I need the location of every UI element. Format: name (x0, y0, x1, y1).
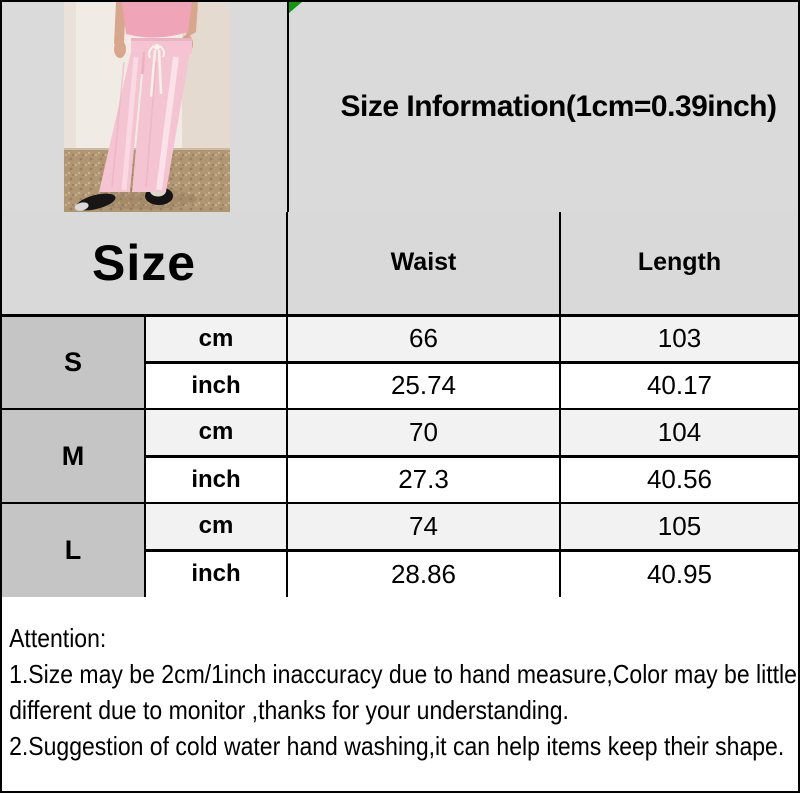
size-table (2, 212, 798, 597)
unit-cell-inch: inch (145, 456, 287, 503)
size-label-m: M (2, 409, 145, 503)
value-s-length-cm: 103 (560, 315, 798, 362)
title-area (289, 2, 798, 212)
product-photo-illustration (64, 2, 230, 212)
unit-cell-inch: inch (145, 362, 287, 409)
model-shirt (122, 2, 192, 38)
table-header-row (2, 212, 798, 315)
size-label-s: S (2, 315, 145, 409)
value-m-waist-inch: 27.3 (287, 456, 560, 503)
top-banner (2, 2, 798, 212)
unit-cell-inch: inch (145, 550, 287, 597)
attention-line: 1.Size may be 2cm/1inch inaccuracy due to hand measure,Color may be little (9, 659, 797, 689)
attention-heading: Attention: (9, 623, 107, 653)
unit-cell-cm: cm (145, 409, 287, 456)
value-l-length-cm: 105 (560, 503, 798, 550)
attention-note (2, 614, 800, 764)
unit-cell-cm: cm (145, 315, 287, 362)
value-s-waist-inch: 25.74 (287, 362, 560, 409)
waist-header-cell: Waist (287, 212, 560, 315)
green-triangle-marker-icon (289, 2, 302, 13)
value-s-length-inch: 40.17 (560, 362, 798, 409)
table-row-m-cm (2, 409, 798, 456)
value-l-length-inch: 40.95 (560, 550, 798, 597)
value-l-waist-inch: 28.86 (287, 550, 560, 597)
size-header-cell: Size (2, 212, 287, 315)
table-row-l-cm (2, 503, 798, 550)
table-row-s-cm (2, 315, 798, 362)
value-m-length-inch: 40.56 (560, 456, 798, 503)
product-photo (64, 2, 230, 212)
vertical-divider (287, 2, 289, 212)
attention-line: 2.Suggestion of cold water hand washing,it can help items keep their shape. (9, 731, 785, 761)
unit-cell-cm: cm (145, 503, 287, 550)
value-m-waist-cm: 70 (287, 409, 560, 456)
attention-line: different due to monitor ,thanks for your understanding. (9, 695, 569, 725)
page-title: Size Information(1cm=0.39inch) (340, 90, 777, 123)
value-m-length-cm: 104 (560, 409, 798, 456)
size-label-l: L (2, 503, 145, 597)
value-s-waist-cm: 66 (287, 315, 560, 362)
length-header-cell: Length (560, 212, 798, 315)
value-l-waist-cm: 74 (287, 503, 560, 550)
